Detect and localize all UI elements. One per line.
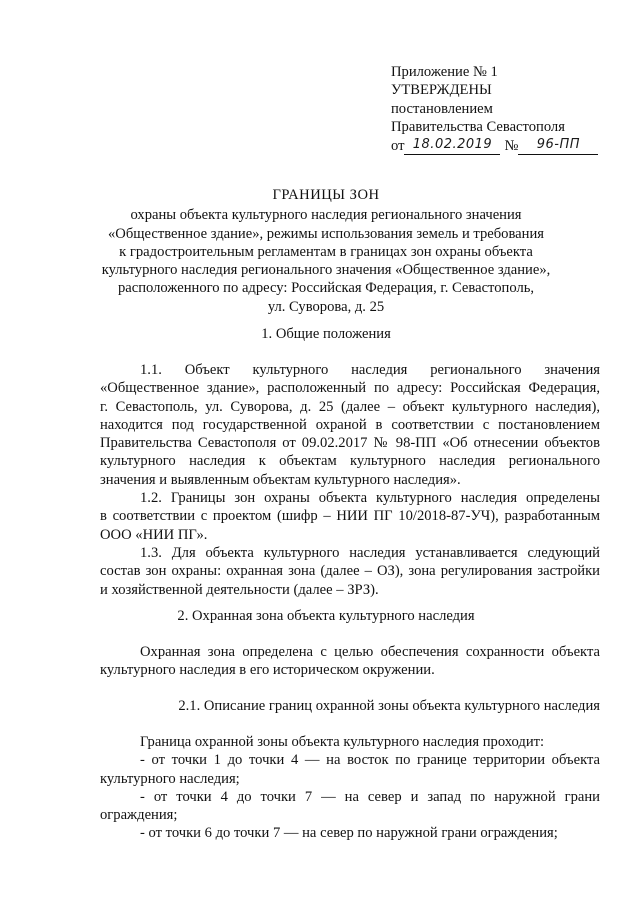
number-label: № [504, 138, 519, 155]
title-line: ул. Суворова, д. 25 [267, 298, 385, 315]
government-label: Правительства Севастополя [391, 118, 565, 135]
text-line: ограждения; [100, 807, 178, 824]
title-main: ГРАНИЦЫ ЗОН [272, 187, 380, 203]
text-line: культурного наследия к объектам культурного наследия регионального [100, 453, 600, 470]
text-line: Охранная зона определена с целью обеспечения сохранности объекта [140, 644, 600, 660]
text-line: значения и выявленным объектам культурного наследия». [100, 471, 461, 488]
text-line: - от точки 1 до точки 4 — на восток по границе территории объекта [140, 752, 600, 769]
appendix-label: Приложение № 1 [391, 64, 498, 80]
text-line: культурного наследия в его историческом окружении. [100, 662, 435, 679]
section-2-1-heading: 2.1. Описание границ охранной зоны объекта культурного наследия [178, 698, 600, 714]
text-line: состав зон охраны: охранная зона (далее – ОЗ), зона регулирования застройки [100, 563, 600, 580]
text-line: Правительства Севастополя от 09.02.2017 № 98-ПП «Об отнесении объектов [100, 435, 600, 452]
decree-date-number-line [391, 136, 623, 155]
decree-date: 18.02.2019 [404, 136, 500, 155]
section-1-heading: 1. Общие положения [261, 326, 391, 342]
text-line: - от точки 4 до точки 7 — на север и запад по наружной грани [140, 788, 600, 805]
decree-number: 96-ПП [518, 136, 598, 155]
text-line: ООО «НИИ ПГ». [100, 526, 208, 543]
text-line: - от точки 6 до точки 7 — на север по наружной грани ограждения; [140, 825, 558, 842]
text-line: в соответствии с проектом (шифр – НИИ ПГ 10/2018-87-УЧ), разработанным [100, 508, 600, 525]
title-line: к градостроительным регламентам в границах зон охраны объекта [119, 243, 533, 260]
approved-label: УТВЕРЖДЕНЫ [391, 82, 492, 99]
approval-block [391, 63, 623, 155]
title-line: охраны объекта культурного наследия регионального значения [130, 207, 522, 224]
title-line: «Общественное здание», режимы использования земель и требования [108, 225, 544, 242]
text-line: «Общественное здание», расположенный по адресу: Российская Федерация, [100, 380, 600, 397]
paragraph-1-1 [100, 361, 600, 489]
text-line: Граница охранной зоны объекта культурного наследия проходит: [140, 734, 545, 750]
paragraph-1-3 [100, 544, 600, 599]
title-line: культурного наследия регионального значения «Общественное здание», [101, 262, 551, 279]
text-line: г. Севастополь, ул. Суворова, д. 25 (далее – объект культурного наследия), [100, 398, 600, 415]
section-2-heading: 2. Охранная зона объекта культурного наследия [177, 608, 475, 624]
text-line: 1.1. Объект культурного наследия регионального значения [140, 362, 600, 378]
text-line: и хозяйственной деятельности (далее – ЗРЗ). [100, 581, 379, 598]
text-line: 1.2. Границы зон охраны объекта культурного наследия определены [140, 490, 600, 506]
boundary-description [100, 733, 600, 843]
paragraph-1-2 [100, 489, 600, 544]
paragraph-2-intro [100, 643, 600, 680]
text-line: 1.3. Для объекта культурного наследия устанавливается следующий [140, 545, 600, 561]
text-line: находится под государственной охраной в соответствии с постановлением [100, 416, 600, 433]
text-line: культурного наследия; [100, 770, 240, 787]
from-label: от [391, 138, 405, 155]
document-title [60, 186, 592, 316]
decree-label: постановлением [391, 100, 493, 117]
title-line: расположенного по адресу: Российская Федерация, г. Севастополь, [117, 280, 535, 297]
